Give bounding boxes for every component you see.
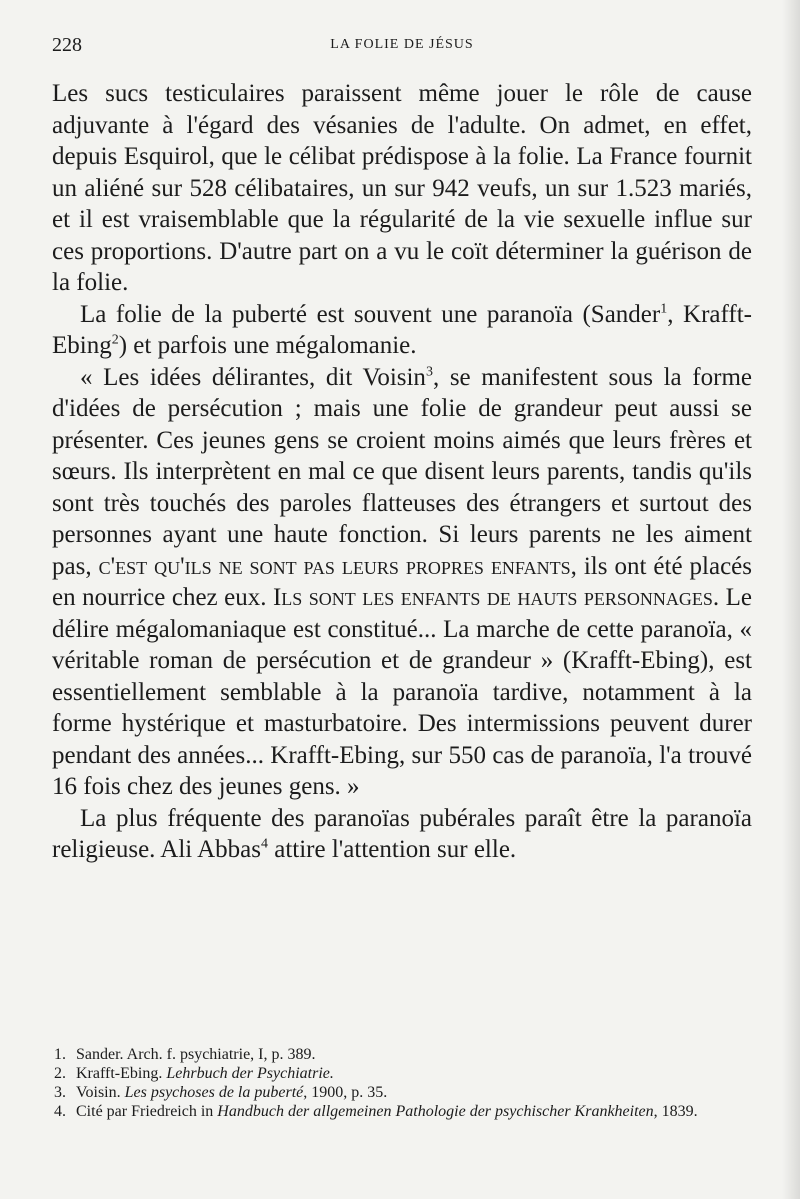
footnote-3-ref: , 1900, p. 35. — [303, 1084, 388, 1101]
footnote-2-author: Krafft-Ebing. — [76, 1065, 167, 1082]
page-number: 228 — [52, 34, 82, 56]
paragraph-4-text-a: La plus fréquente des paranoïas pubérales paraît être la paranoïa religieuse. Ali Abbas — [52, 804, 752, 863]
footnote-4 — [52, 1102, 762, 1121]
footnote-2-number: 2. — [54, 1065, 66, 1082]
footnote-ref-4: 4 — [261, 836, 268, 852]
body-text — [52, 78, 752, 866]
paragraph-4 — [52, 803, 752, 866]
paragraph-3-text-b: , se manifestent sous la forme d'idées de persécution ; mais une folie de grandeur peut aussi se présenter. Ces jeunes gens se croient moins aimés que leurs frères et sœurs. Ils interprètent en mal ce que disent leurs parents, tandis qu'ils sont très touchés des paroles flatteuses des étrangers et surtout des personnes ayant une haute fonction. Si leurs parents ne les aiment pas, — [52, 363, 752, 580]
footnote-3-author: Voisin. — [76, 1084, 125, 1101]
footnote-3 — [52, 1083, 762, 1102]
paragraph-3-smallcaps-1: c'est qu'ils ne sont pas leurs propres enfants — [98, 552, 571, 580]
footnote-4-lead: Cité par Friedreich in — [76, 1103, 218, 1120]
paragraph-3-quote — [52, 362, 752, 803]
footnote-4-title: Handbuch der allgemeinen Pathologie der psychischer Krankheiten — [217, 1103, 654, 1120]
footnote-3-number: 3. — [54, 1084, 66, 1101]
paragraph-2 — [52, 299, 752, 362]
paragraph-3-text-c: , ils ont été placés en nourrice chez eux. — [52, 552, 753, 611]
footnote-ref-3: 3 — [425, 364, 433, 380]
footnote-2-title: Lehrbuch der Psychiatrie. — [166, 1065, 334, 1082]
paragraph-3-text-d: . Le délire mégalomaniaque est constitué... La marche de cette paranoïa, « véritable roman de persécution et de grandeur » (Krafft-Ebing), est essentiellement semblable à la paranoïa tardive, notamment à la forme hystérique et masturbatoire. Des intermissions peuvent durer pendant des années... Krafft-Ebing, sur 550 cas de paranoïa, l'a trouvé 16 fois chez des jeunes gens. » — [52, 584, 752, 800]
running-title: LA FOLIE DE JÉSUS — [330, 37, 474, 52]
paragraph-3-text-a: « Les idées délirantes, dit Voisin — [80, 363, 426, 391]
footnote-ref-1: 1 — [660, 301, 668, 317]
footnote-1-text: Sander. Arch. f. psychiatrie, I, p. 389. — [76, 1046, 316, 1063]
page-edge-shadow — [782, 0, 800, 1199]
paragraph-2-text-c: ) et parfois une mégalomanie. — [118, 332, 417, 359]
footnote-ref-2: 2 — [111, 332, 119, 348]
footnote-1 — [52, 1045, 762, 1064]
paragraph-4-text-b: attire l'attention sur elle. — [268, 836, 517, 863]
page-header — [52, 34, 752, 58]
footnotes — [52, 1045, 762, 1121]
footnote-4-number: 4. — [54, 1103, 66, 1120]
paragraph-2-text-b: , Krafft-Ebing — [52, 300, 752, 359]
paragraph-3-smallcaps-2: Ils sont les enfants de hauts personnages — [272, 584, 713, 611]
footnote-2 — [52, 1064, 762, 1083]
footnote-4-ref: , 1839. — [653, 1103, 698, 1120]
paragraph-1-text: Les sucs testiculaires paraissent même jouer le rôle de cause adjuvante à l'égard des vésanies de l'adulte. On admet, en effet, depuis Esquirol, que le célibat prédispose à la folie. La France fournit un aliéné sur 528 célibataires, un sur 942 veufs, un sur 1.523 mariés, et il est vraisemblable que la régularité de la vie sexuelle influe sur ces proportions. D'autre part on a vu le coït déterminer la guérison de la folie. — [52, 80, 752, 296]
footnote-3-title: Les psychoses de la puberté — [124, 1084, 304, 1101]
paragraph-2-text-a: La folie de la puberté est souvent une paranoïa (Sander — [80, 300, 661, 328]
footnote-1-number: 1. — [54, 1046, 66, 1063]
paragraph-1 — [52, 78, 752, 299]
